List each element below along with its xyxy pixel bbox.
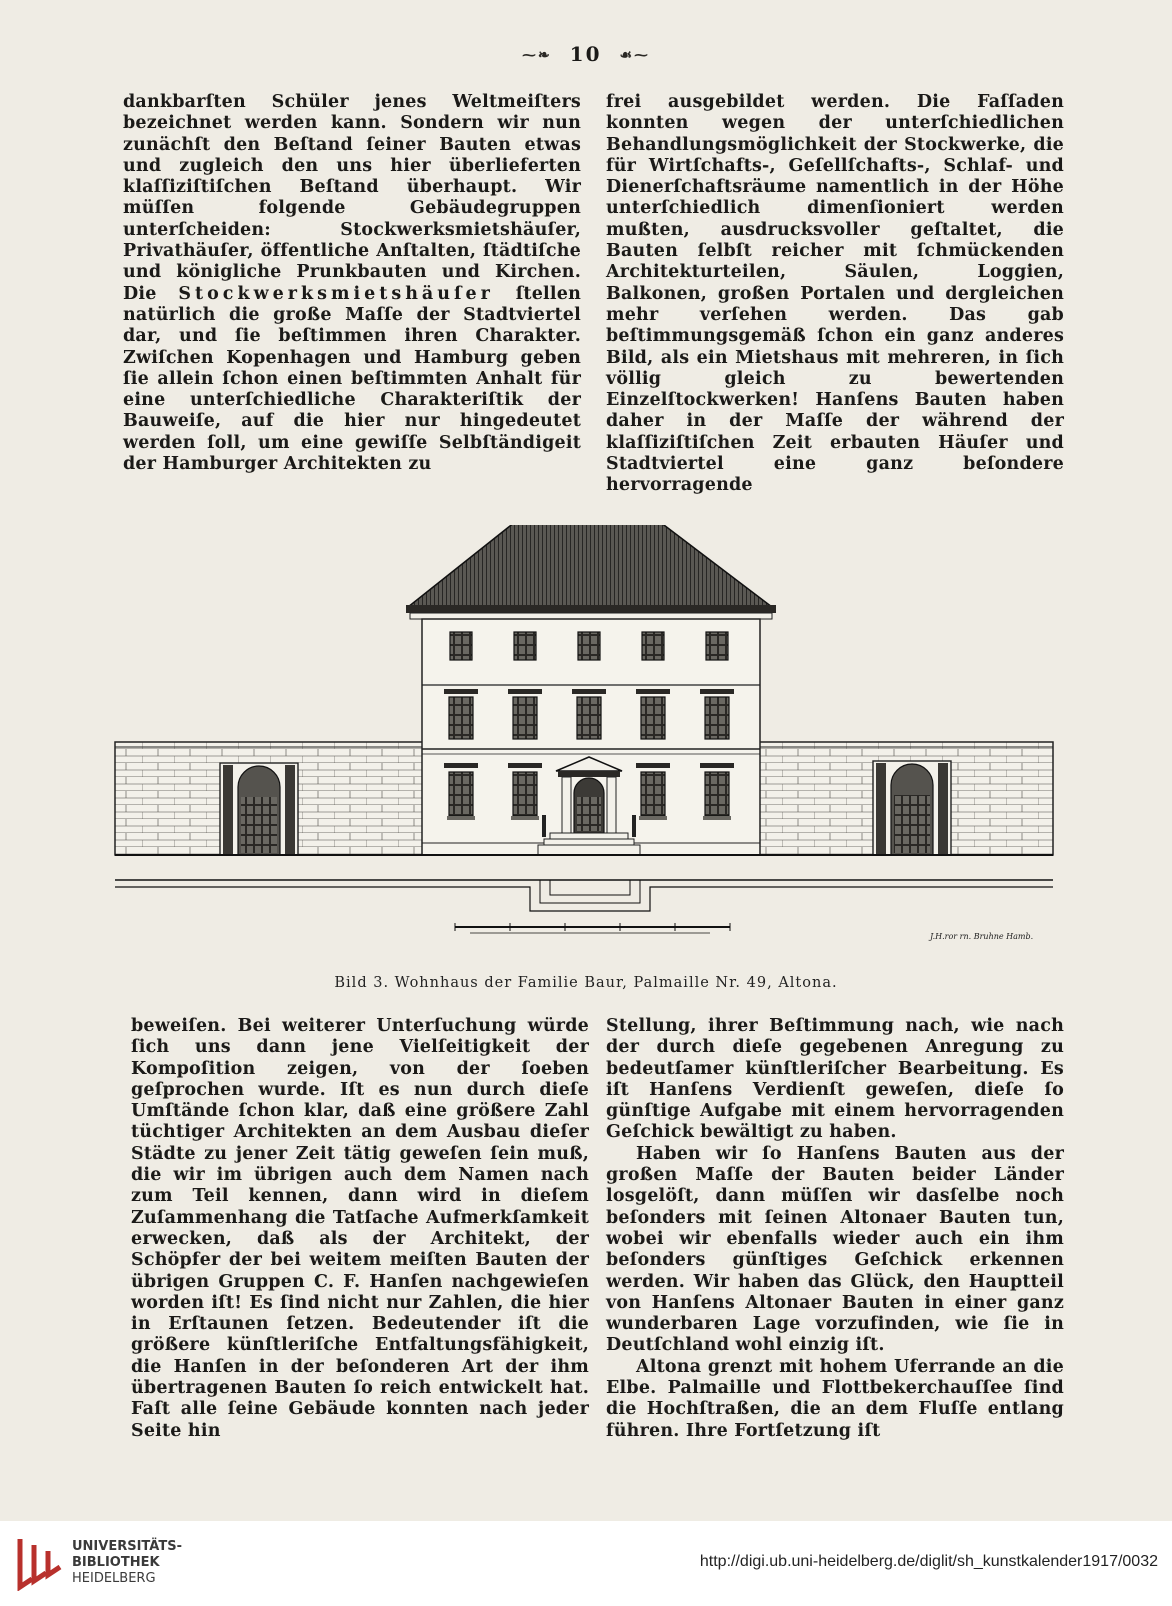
paragraph: beweiſen. Bei weiterer Unterſuchung würde ſich uns dann jene Vielſeitigkeit der Kompoſition zeigen, von der ſoeben geſprochen wurde. Iſt es nun durch dieſe Umſtände ſchon klar, daß eine größere Zahl tüchtiger Architekten an dem Ausbau dieſer Städte zu jener Zeit tätig geweſen ſein muß, die wir im übrigen auch dem Namen nach zum Teil kennen, dann wird in dieſem Zuſammenhang die Tatſache Aufmerkſamkeit erwecken, daß als der Architekt, der Schöpfer der bei weitem meiſten Bauten der übrigen Gruppen C. F. Hanſen nachgewieſen worden iſt! Es ſind nicht nur Zahlen, die hier in Erſtaunen ſetzen. Bedeutender iſt die größere künſtleriſche Entfaltungsfähigkeit, die Hanſen in der beſonderen Art der ihm übertragenen Bauten ſo reich entwickelt hat. Faſt alle ſeine Gebäude konnten nach jeder Seite hin: [131, 1016, 589, 1441]
library-name: [72, 1539, 182, 1587]
paragraph: Altona grenzt mit hohem Uferrande an die Elbe. Palmaille und Flottbekerchauſſee ſind die Hochſtraßen, die an dem Fluſſe entlang führen. Ihre Fortſetzung iſt: [606, 1356, 1064, 1441]
header-ornament-right: ☙⁓: [619, 47, 650, 64]
source-url-link[interactable]: http://digi.ub.uni-heidelberg.de/diglit/sh_kunstkalender1917/0032: [699, 1553, 1158, 1570]
page-header: [0, 42, 1172, 66]
library-name-line: BIBLIOTHEK: [72, 1555, 160, 1570]
text-column-bottom-right: [606, 1016, 1064, 1476]
text-column-top-left: [123, 92, 581, 502]
library-footer: [0, 1521, 1172, 1606]
figure-house-elevation: [110, 525, 1062, 965]
right-gate: [873, 761, 951, 855]
page-number: 10: [569, 42, 602, 66]
text-run: dankbarſten Schüler jenes Weltmeiſters bezeichnet werden kann. Sondern wir nun zunächſt den Beſtand ſeiner Bauten etwas und zugleich den uns hier überlieferten klaſſiziſtiſchen Beſtand überhaupt. Wir müſſen folgende Gebäudegruppen unterſcheiden: Stockwerksmietshäuſer, Privathäuſer, öffentliche Anſtalten, ſtädtiſche und königliche Prunkbauten und Kirchen. Die: [123, 92, 581, 304]
text-run: ſtellen natürlich die große Maſſe der Stadtviertel dar, und ſie beſtimmen ihren Charakter. Zwiſchen Kopenhagen und Hamburg geben ſie allein ſchon einen beſtimmten Anhalt für eine unterſchiedliche Charakteriſtik der Bauweiſe, auf die hier nur hingedeutet werden ſoll, um eine gewiſſe Selbſtändigeit der Hamburger Architekten zu: [123, 283, 582, 475]
figure-caption: Bild 3. Wohnhaus der Familie Baur, Palmaille Nr. 49, Altona.: [334, 975, 838, 991]
library-logo-icon: [14, 1535, 66, 1591]
header-ornament-left: ⁓❧: [521, 47, 552, 64]
paragraph: frei ausgebildet werden. Die Faſſaden konnten wegen der unterſchiedlichen Behandlungsmöglichkeit der Stockwerke, die für Wirtſchafts-, Geſellſchafts-, Schlaf- und Dienerſchaftsräume namentlich in der Höhe unterſchiedlich dimenſioniert werden mußten, ausdrucksvoller geſtaltet, die Bauten ſelbſt reicher mit ſchmückenden Architekturteilen, Säulen, Loggien, Balkonen, großen Portalen und dergleichen mehr verſehen werden. Das gab beſtimmungsgemäß ſchon ein ganz anderes Bild, als ein Mietshaus mit mehreren, in ſich völlig gleich zu bewertenden Einzelſtockwerken! Hanſens Bauten haben daher in der Maſſe der während der klaſſiziſtiſchen Zeit erbauten Häuſer und Stadtviertel eine ganz beſondere hervorragende: [606, 92, 1064, 496]
engraver-signature: J.H.ror rn. Bruhne Hamb.: [930, 932, 1034, 941]
roof: [408, 525, 772, 607]
library-name-line: UNIVERSITÄTS-: [72, 1539, 182, 1554]
house-elevation-drawing: [110, 525, 1062, 965]
paragraph: [123, 92, 581, 475]
text-column-bottom-left: [131, 1016, 589, 1476]
paragraph: Stellung, ihrer Beſtimmung nach, wie nach der durch dieſe gegebenen Anregung zu bedeutſamer künſtleriſcher Bearbeitung. Es iſt Hanſens Verdienſt geweſen, dieſe ſo günſtige Aufgabe mit einem hervorragenden Geſchick bewältigt zu haben.: [606, 1016, 1064, 1143]
library-name-line: HEIDELBERG: [72, 1571, 156, 1586]
left-gate: [220, 763, 298, 855]
paragraph: Haben wir ſo Hanſens Bauten aus der großen Maſſe der Bauten beider Länder losgelöſt, dann müſſen wir dasſelbe noch beſonders mit ſeinen Altonaer Bauten tun, wobei wir ebenfalls wieder auch ein ihm beſonders günſtiges Geſchick erkennen werden. Wir haben das Glück, den Hauptteil von Hanſens Altonaer Bauten in einer ganz wunderbaren Lage vorzufinden, wie ſie in Deutſchland wohl einzig iſt.: [606, 1143, 1064, 1356]
text-column-top-right: [606, 92, 1064, 502]
emphasized-term: Stockwerksmietshäuſer: [178, 283, 494, 304]
